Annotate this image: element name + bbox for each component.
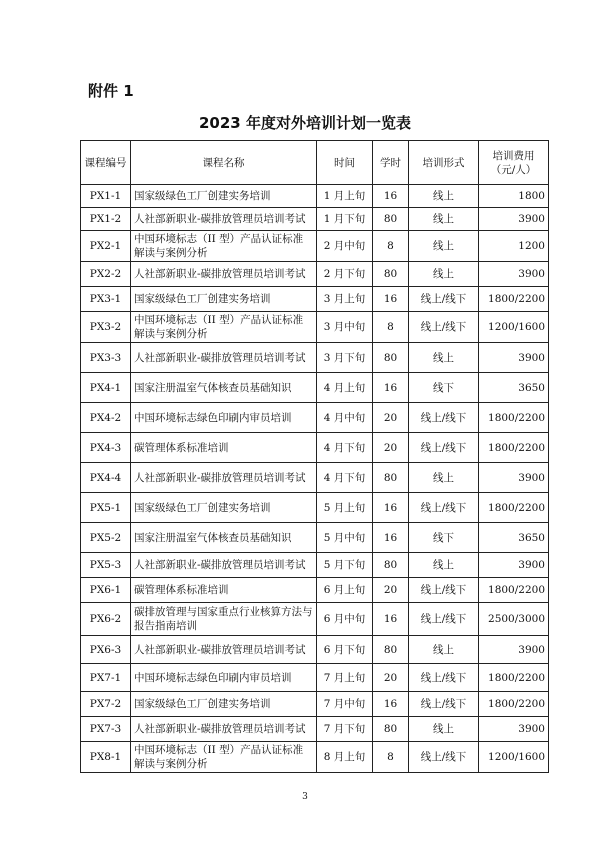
course-time: 1 月上旬 <box>317 185 373 208</box>
course-hours: 16 <box>373 373 409 403</box>
course-hours: 16 <box>373 692 409 717</box>
training-mode: 线上 <box>409 636 479 664</box>
course-time: 6 月上旬 <box>317 578 373 603</box>
course-name: 碳管理体系标准培训 <box>131 433 317 463</box>
training-fee: 3900 <box>479 208 549 231</box>
course-time: 1 月下旬 <box>317 208 373 231</box>
course-name: 中国环境标志绿色印刷内审员培训 <box>131 664 317 692</box>
training-fee: 3900 <box>479 343 549 373</box>
training-mode: 线上/线下 <box>409 287 479 312</box>
course-code: PX6-3 <box>81 636 131 664</box>
training-mode: 线上/线下 <box>409 742 479 773</box>
course-hours: 80 <box>373 553 409 578</box>
training-fee: 3650 <box>479 373 549 403</box>
table-row <box>81 742 549 773</box>
course-name: 人社部新职业-碳排放管理员培训考试 <box>131 463 317 493</box>
course-code: PX5-2 <box>81 523 131 553</box>
training-fee: 1200 <box>479 231 549 262</box>
table-row <box>81 578 549 603</box>
training-mode: 线上/线下 <box>409 403 479 433</box>
course-time: 7 月上旬 <box>317 664 373 692</box>
training-fee: 1800/2200 <box>479 433 549 463</box>
course-hours: 8 <box>373 231 409 262</box>
course-hours: 8 <box>373 742 409 773</box>
table-row <box>81 185 549 208</box>
training-mode: 线上 <box>409 208 479 231</box>
training-fee: 3900 <box>479 717 549 742</box>
training-mode: 线上/线下 <box>409 664 479 692</box>
training-mode: 线上/线下 <box>409 493 479 523</box>
course-hours: 20 <box>373 578 409 603</box>
course-time: 3 月上旬 <box>317 287 373 312</box>
course-hours: 80 <box>373 208 409 231</box>
training-mode: 线上 <box>409 185 479 208</box>
course-code: PX7-2 <box>81 692 131 717</box>
training-mode: 线上/线下 <box>409 692 479 717</box>
course-code: PX4-3 <box>81 433 131 463</box>
training-mode: 线上/线下 <box>409 433 479 463</box>
course-name: 人社部新职业-碳排放管理员培训考试 <box>131 553 317 578</box>
course-time: 6 月下旬 <box>317 636 373 664</box>
course-code: PX1-2 <box>81 208 131 231</box>
training-fee: 3900 <box>479 463 549 493</box>
course-time: 5 月上旬 <box>317 493 373 523</box>
table-row <box>81 231 549 262</box>
course-code: PX3-3 <box>81 343 131 373</box>
course-code: PX5-3 <box>81 553 131 578</box>
course-code: PX2-2 <box>81 262 131 287</box>
course-time: 2 月下旬 <box>317 262 373 287</box>
header-course-code: 课程编号 <box>81 141 131 185</box>
course-time: 7 月下旬 <box>317 717 373 742</box>
course-code: PX3-2 <box>81 312 131 343</box>
course-hours: 20 <box>373 664 409 692</box>
course-time: 3 月下旬 <box>317 343 373 373</box>
course-time: 6 月中旬 <box>317 603 373 636</box>
course-time: 4 月下旬 <box>317 463 373 493</box>
course-code: PX7-3 <box>81 717 131 742</box>
course-code: PX8-1 <box>81 742 131 773</box>
course-time: 4 月上旬 <box>317 373 373 403</box>
course-code: PX3-1 <box>81 287 131 312</box>
course-name: 国家注册温室气体核查员基础知识 <box>131 373 317 403</box>
course-name: 碳管理体系标准培训 <box>131 578 317 603</box>
training-fee: 2500/3000 <box>479 603 549 636</box>
training-mode: 线上 <box>409 231 479 262</box>
training-mode: 线下 <box>409 373 479 403</box>
table-row <box>81 463 549 493</box>
table-row <box>81 343 549 373</box>
training-fee: 1800/2200 <box>479 493 549 523</box>
training-fee: 1200/1600 <box>479 312 549 343</box>
course-code: PX4-4 <box>81 463 131 493</box>
course-code: PX5-1 <box>81 493 131 523</box>
course-code: PX7-1 <box>81 664 131 692</box>
table-row <box>81 287 549 312</box>
course-name: 人社部新职业-碳排放管理员培训考试 <box>131 343 317 373</box>
table-header-row <box>81 141 549 185</box>
course-time: 3 月中旬 <box>317 312 373 343</box>
course-hours: 16 <box>373 185 409 208</box>
header-hours: 学时 <box>373 141 409 185</box>
course-name: 人社部新职业-碳排放管理员培训考试 <box>131 262 317 287</box>
training-fee: 1800/2200 <box>479 578 549 603</box>
course-time: 2 月中旬 <box>317 231 373 262</box>
table-row <box>81 636 549 664</box>
training-mode: 线下 <box>409 523 479 553</box>
training-fee: 1800/2200 <box>479 403 549 433</box>
course-code: PX6-2 <box>81 603 131 636</box>
course-hours: 8 <box>373 312 409 343</box>
table-row <box>81 664 549 692</box>
training-fee: 1800/2200 <box>479 692 549 717</box>
training-fee: 3900 <box>479 636 549 664</box>
course-time: 4 月中旬 <box>317 403 373 433</box>
course-time: 4 月下旬 <box>317 433 373 463</box>
course-code: PX2-1 <box>81 231 131 262</box>
course-hours: 80 <box>373 262 409 287</box>
course-name: 人社部新职业-碳排放管理员培训考试 <box>131 717 317 742</box>
course-hours: 20 <box>373 403 409 433</box>
course-time: 5 月下旬 <box>317 553 373 578</box>
course-name: 国家级绿色工厂创建实务培训 <box>131 287 317 312</box>
training-fee: 1800/2200 <box>479 287 549 312</box>
course-hours: 16 <box>373 523 409 553</box>
training-plan-table <box>80 140 549 773</box>
training-mode: 线上 <box>409 553 479 578</box>
course-hours: 80 <box>373 636 409 664</box>
header-fee: 培训费用（元/人） <box>479 141 549 185</box>
table-row <box>81 403 549 433</box>
training-mode: 线上/线下 <box>409 578 479 603</box>
course-code: PX4-2 <box>81 403 131 433</box>
course-name: 中国环境标志（II 型）产品认证标准解读与案例分析 <box>131 312 317 343</box>
course-hours: 16 <box>373 493 409 523</box>
training-fee: 3900 <box>479 553 549 578</box>
training-mode: 线上 <box>409 343 479 373</box>
course-code: PX4-1 <box>81 373 131 403</box>
table-row <box>81 493 549 523</box>
table-row <box>81 553 549 578</box>
table-row <box>81 262 549 287</box>
table-row <box>81 208 549 231</box>
course-name: 中国环境标志绿色印刷内审员培训 <box>131 403 317 433</box>
table-row <box>81 373 549 403</box>
course-hours: 80 <box>373 463 409 493</box>
course-name: 国家级绿色工厂创建实务培训 <box>131 185 317 208</box>
training-mode: 线上 <box>409 717 479 742</box>
course-time: 7 月中旬 <box>317 692 373 717</box>
table-row <box>81 717 549 742</box>
course-time: 5 月中旬 <box>317 523 373 553</box>
attachment-label: 附件 1 <box>88 82 134 100</box>
header-course-name: 课程名称 <box>131 141 317 185</box>
course-time: 8 月上旬 <box>317 742 373 773</box>
document-title: 2023 年度对外培训计划一览表 <box>199 114 411 132</box>
table-row <box>81 603 549 636</box>
course-hours: 16 <box>373 603 409 636</box>
course-name: 碳排放管理与国家重点行业核算方法与报告指南培训 <box>131 603 317 636</box>
table-row <box>81 692 549 717</box>
page-number: 3 <box>302 792 308 802</box>
training-mode: 线上/线下 <box>409 312 479 343</box>
course-name: 国家注册温室气体核查员基础知识 <box>131 523 317 553</box>
course-name: 国家级绿色工厂创建实务培训 <box>131 692 317 717</box>
course-hours: 80 <box>373 717 409 742</box>
course-code: PX6-1 <box>81 578 131 603</box>
training-fee: 1200/1600 <box>479 742 549 773</box>
training-fee: 3900 <box>479 262 549 287</box>
header-time: 时间 <box>317 141 373 185</box>
header-training-mode: 培训形式 <box>409 141 479 185</box>
course-code: PX1-1 <box>81 185 131 208</box>
course-hours: 80 <box>373 343 409 373</box>
course-hours: 16 <box>373 287 409 312</box>
training-fee: 1800/2200 <box>479 664 549 692</box>
course-name: 人社部新职业-碳排放管理员培训考试 <box>131 636 317 664</box>
course-name: 人社部新职业-碳排放管理员培训考试 <box>131 208 317 231</box>
training-mode: 线上/线下 <box>409 603 479 636</box>
course-hours: 20 <box>373 433 409 463</box>
training-fee: 1800 <box>479 185 549 208</box>
table-row <box>81 433 549 463</box>
table-row <box>81 312 549 343</box>
training-fee: 3650 <box>479 523 549 553</box>
training-mode: 线上 <box>409 463 479 493</box>
course-name: 国家级绿色工厂创建实务培训 <box>131 493 317 523</box>
table-row <box>81 523 549 553</box>
course-name: 中国环境标志（II 型）产品认证标准解读与案例分析 <box>131 742 317 773</box>
training-mode: 线上 <box>409 262 479 287</box>
course-name: 中国环境标志（II 型）产品认证标准解读与案例分析 <box>131 231 317 262</box>
